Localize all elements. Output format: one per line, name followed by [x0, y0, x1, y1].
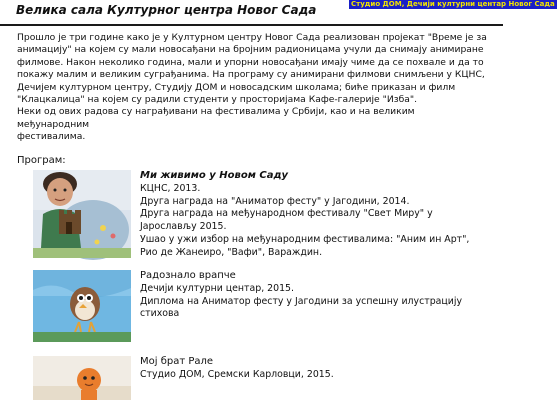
film-detail-line: Диплома на Аниматор фесту у Јагодини за успешну илустрацију — [140, 295, 463, 307]
intro-line: филмове. Након неколико година, мали и упорни новосађани имају чиме да се похвале и да то — [17, 56, 484, 68]
intro-line: Неки од ових радова су награђивани на фестивалима у Србији, као и на великим међународним — [17, 106, 415, 130]
header-title: Велика сала Културног центра Новог Сада — [16, 3, 317, 17]
film-details — [140, 170, 485, 260]
page-header — [0, 0, 555, 26]
intro-line: фестивалима. — [17, 131, 86, 143]
header-banner-text: Студио ДОМ, Дечији културни центар Новог Сада — [351, 0, 555, 8]
film-detail-line: Дечији културни центар, 2015. — [140, 282, 295, 294]
film-entry — [33, 170, 485, 260]
film-detail-line: Студио ДОМ, Сремски Карловци, 2015. — [140, 368, 334, 380]
film-detail-line: Рио де Жанеиро, "Вафи", Вараждин. — [140, 246, 323, 258]
intro-line: Дечијем културном центру, Студију ДОМ и новосадским школама; биће приказан и филм — [17, 81, 456, 93]
film-detail-line: Друга награда на међународном фестивалу "Свет Миру" у — [140, 208, 433, 220]
program-heading: Програм: — [17, 155, 66, 166]
intro-paragraph — [17, 32, 489, 144]
film-thumbnail-boy — [33, 170, 131, 258]
film-details — [140, 356, 485, 382]
film-details — [140, 270, 485, 321]
intro-line: "Клацкалица" на којем су радили студенти у просторијама Кафе-галерије "Изба". — [17, 94, 418, 106]
intro-line: анимацију" на којем су мали новосађани на бројним радионицама учули да снимају анимиране — [17, 44, 484, 56]
film-detail-line: стихова — [140, 308, 180, 320]
film-title: Радознало врапче — [140, 270, 236, 281]
film-thumbnail-brother — [33, 356, 131, 400]
film-detail-line: КЦНС, 2013. — [140, 182, 201, 194]
intro-line: покажу малим и великим суграђанима. На програму су анимирани филмови снимљени у КЦНС, — [17, 69, 485, 81]
film-detail-line: Јарослављу 2015. — [140, 221, 227, 233]
film-thumbnail-sparrow — [33, 270, 131, 342]
film-title: Мој брат Рале — [140, 356, 214, 367]
film-title: Ми живимо у Новом Саду — [140, 170, 289, 181]
film-detail-line: Ушао у ужи избор на међународним фестивалима: "Аним ин Арт", — [140, 233, 470, 245]
film-entry — [33, 356, 485, 400]
film-detail-line: Друга награда на "Аниматор фесту" у Јагодини, 2014. — [140, 195, 410, 207]
film-entry — [33, 270, 485, 346]
intro-line: Прошло је три године како је у Културном центру Новог Сада реализован пројекат "Време је за — [17, 32, 487, 43]
header-banner — [347, 0, 555, 9]
